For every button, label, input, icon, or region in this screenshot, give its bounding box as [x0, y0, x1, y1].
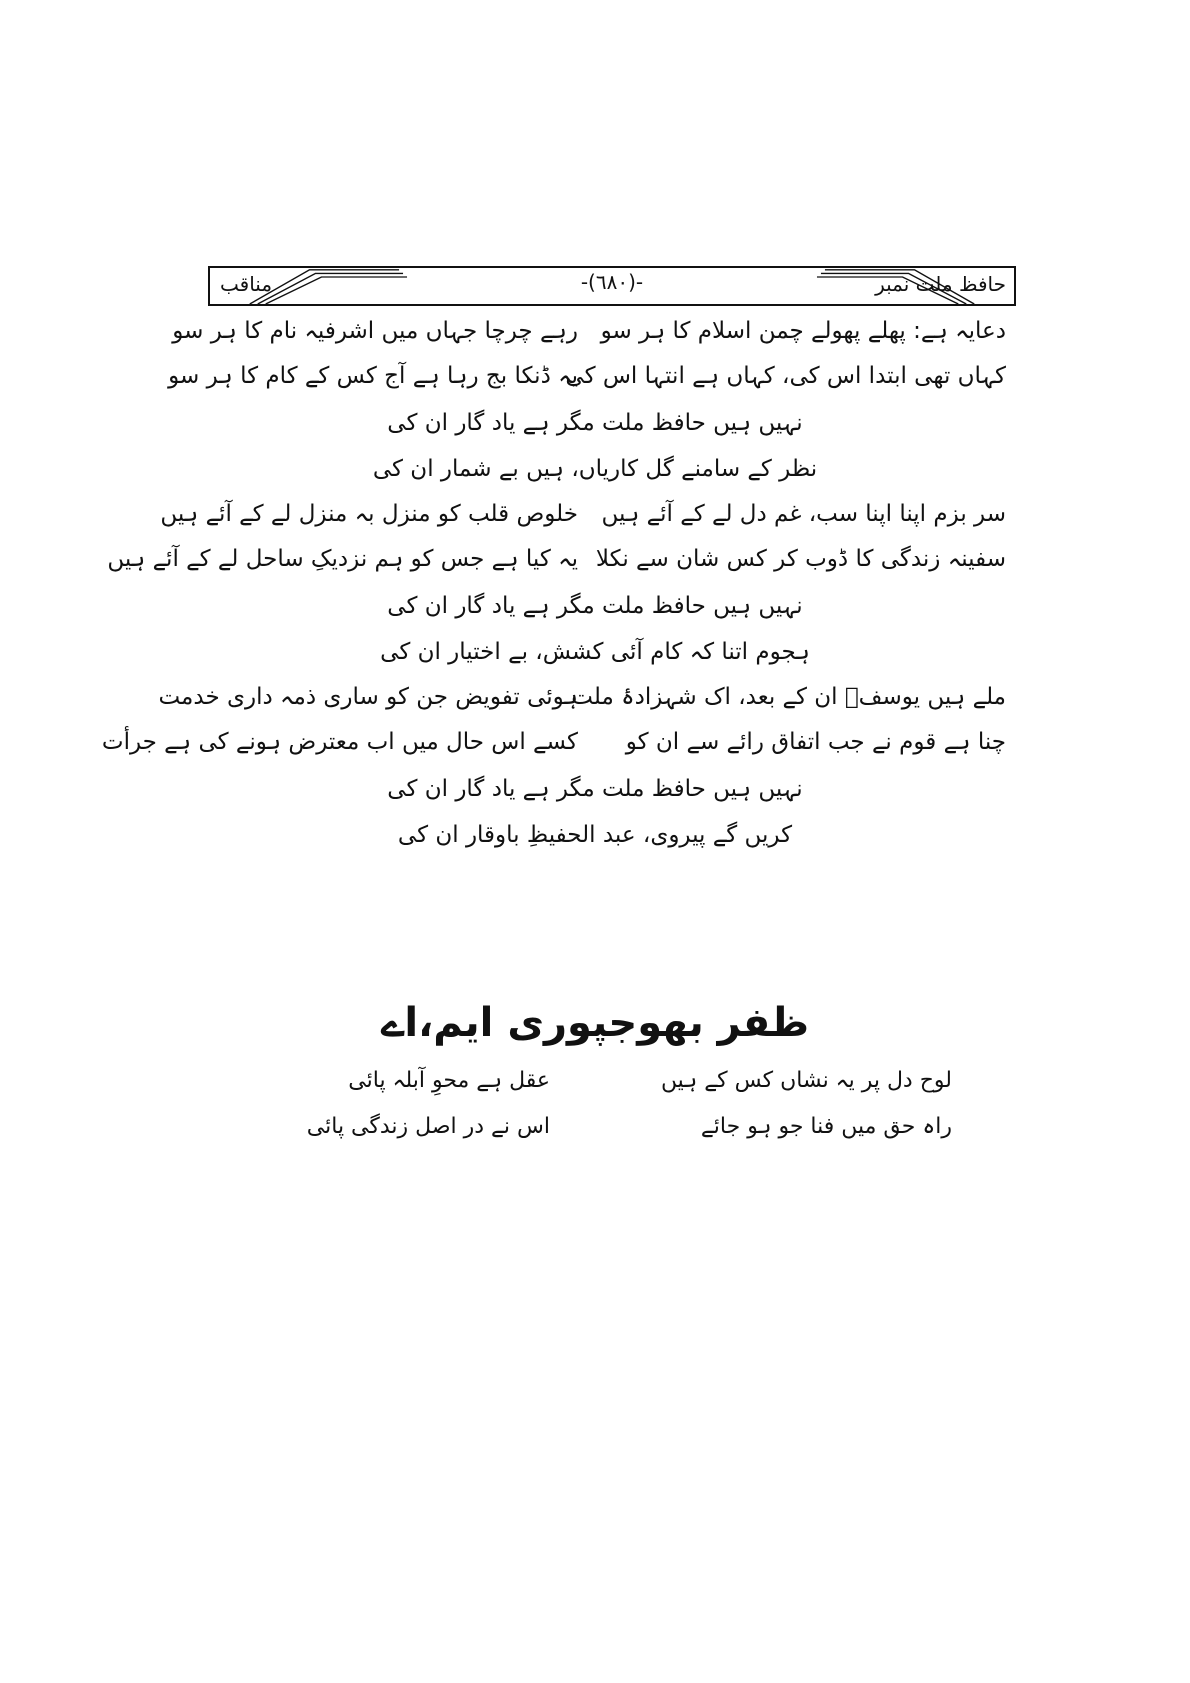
- header-left-title: مناقب: [220, 272, 273, 296]
- header-right-title: حافظ ملت نمبر: [875, 272, 1006, 296]
- verse-line: کسے اس حال میں اب معترض ہونے کی ہے جرأت: [101, 729, 578, 755]
- verse-line: راہ حق میں فنا جو ہو جائے: [700, 1114, 952, 1139]
- verse-line: ملے ہیں یوسفؔ ان کے بعد، اک شہزادۂ ملت: [571, 684, 1006, 710]
- verse-line: یہ ڈنکا بج رہا ہے آج کس کے کام کا ہر سو: [168, 363, 578, 389]
- verse-line: لوح دل پر یہ نشاں کس کے ہیں: [660, 1068, 952, 1093]
- verse-line: ہوئی تفویض جن کو ساری ذمہ داری خدمت: [158, 684, 578, 710]
- verse-line: سر بزم اپنا اپنا سب، غم دل لے کے آئے ہیں: [601, 501, 1006, 527]
- refrain-line: کریں گے پیروی، عبد الحفیظِ باوقار ان کی: [397, 822, 793, 848]
- refrain-line: نہیں ہیں حافظ ملت مگر ہے یاد گار ان کی: [387, 410, 803, 436]
- verse-line: دعایہ ہے: پھلے پھولے چمن اسلام کا ہر سو: [600, 318, 1006, 344]
- verse-line: عقل ہے محوِ آبلہ پائی: [348, 1068, 550, 1093]
- verse-line: رہے چرچا جہاں میں اشرفیہ نام کا ہر سو: [172, 318, 578, 344]
- refrain-line: نہیں ہیں حافظ ملت مگر ہے یاد گار ان کی: [387, 593, 803, 619]
- refrain-line: نہیں ہیں حافظ ملت مگر ہے یاد گار ان کی: [387, 776, 803, 802]
- refrain-line: ہجوم اتنا کہ کام آئی کشش، بے اختیار ان کی: [380, 639, 810, 665]
- verse-line: سفینہ زندگی کا ڈوب کر کس شان سے نکلا: [595, 546, 1006, 572]
- poet-title: ظفر بھوجپوری ایم،اے: [380, 1000, 810, 1046]
- verse-line: اس نے در اصل زندگی پائی: [306, 1114, 550, 1139]
- refrain-line: نظر کے سامنے گل کاریاں، ہیں بے شمار ان کی: [372, 456, 818, 482]
- verse-line: چنا ہے قوم نے جب اتفاق رائے سے ان کو: [625, 729, 1006, 755]
- verse-line: یہ کیا ہے جس کو ہم نزدیکِ ساحل لے کے آئے ہیں: [107, 546, 578, 572]
- verse-line: خلوص قلب کو منزل بہ منزل لے کے آئے ہیں: [160, 501, 578, 527]
- page-number: -(٦٨٠)-: [580, 270, 644, 294]
- page-header: [208, 266, 1016, 306]
- verse-line: کہاں تھی ابتدا اس کی، کہاں ہے انتہا اس کی: [565, 363, 1006, 389]
